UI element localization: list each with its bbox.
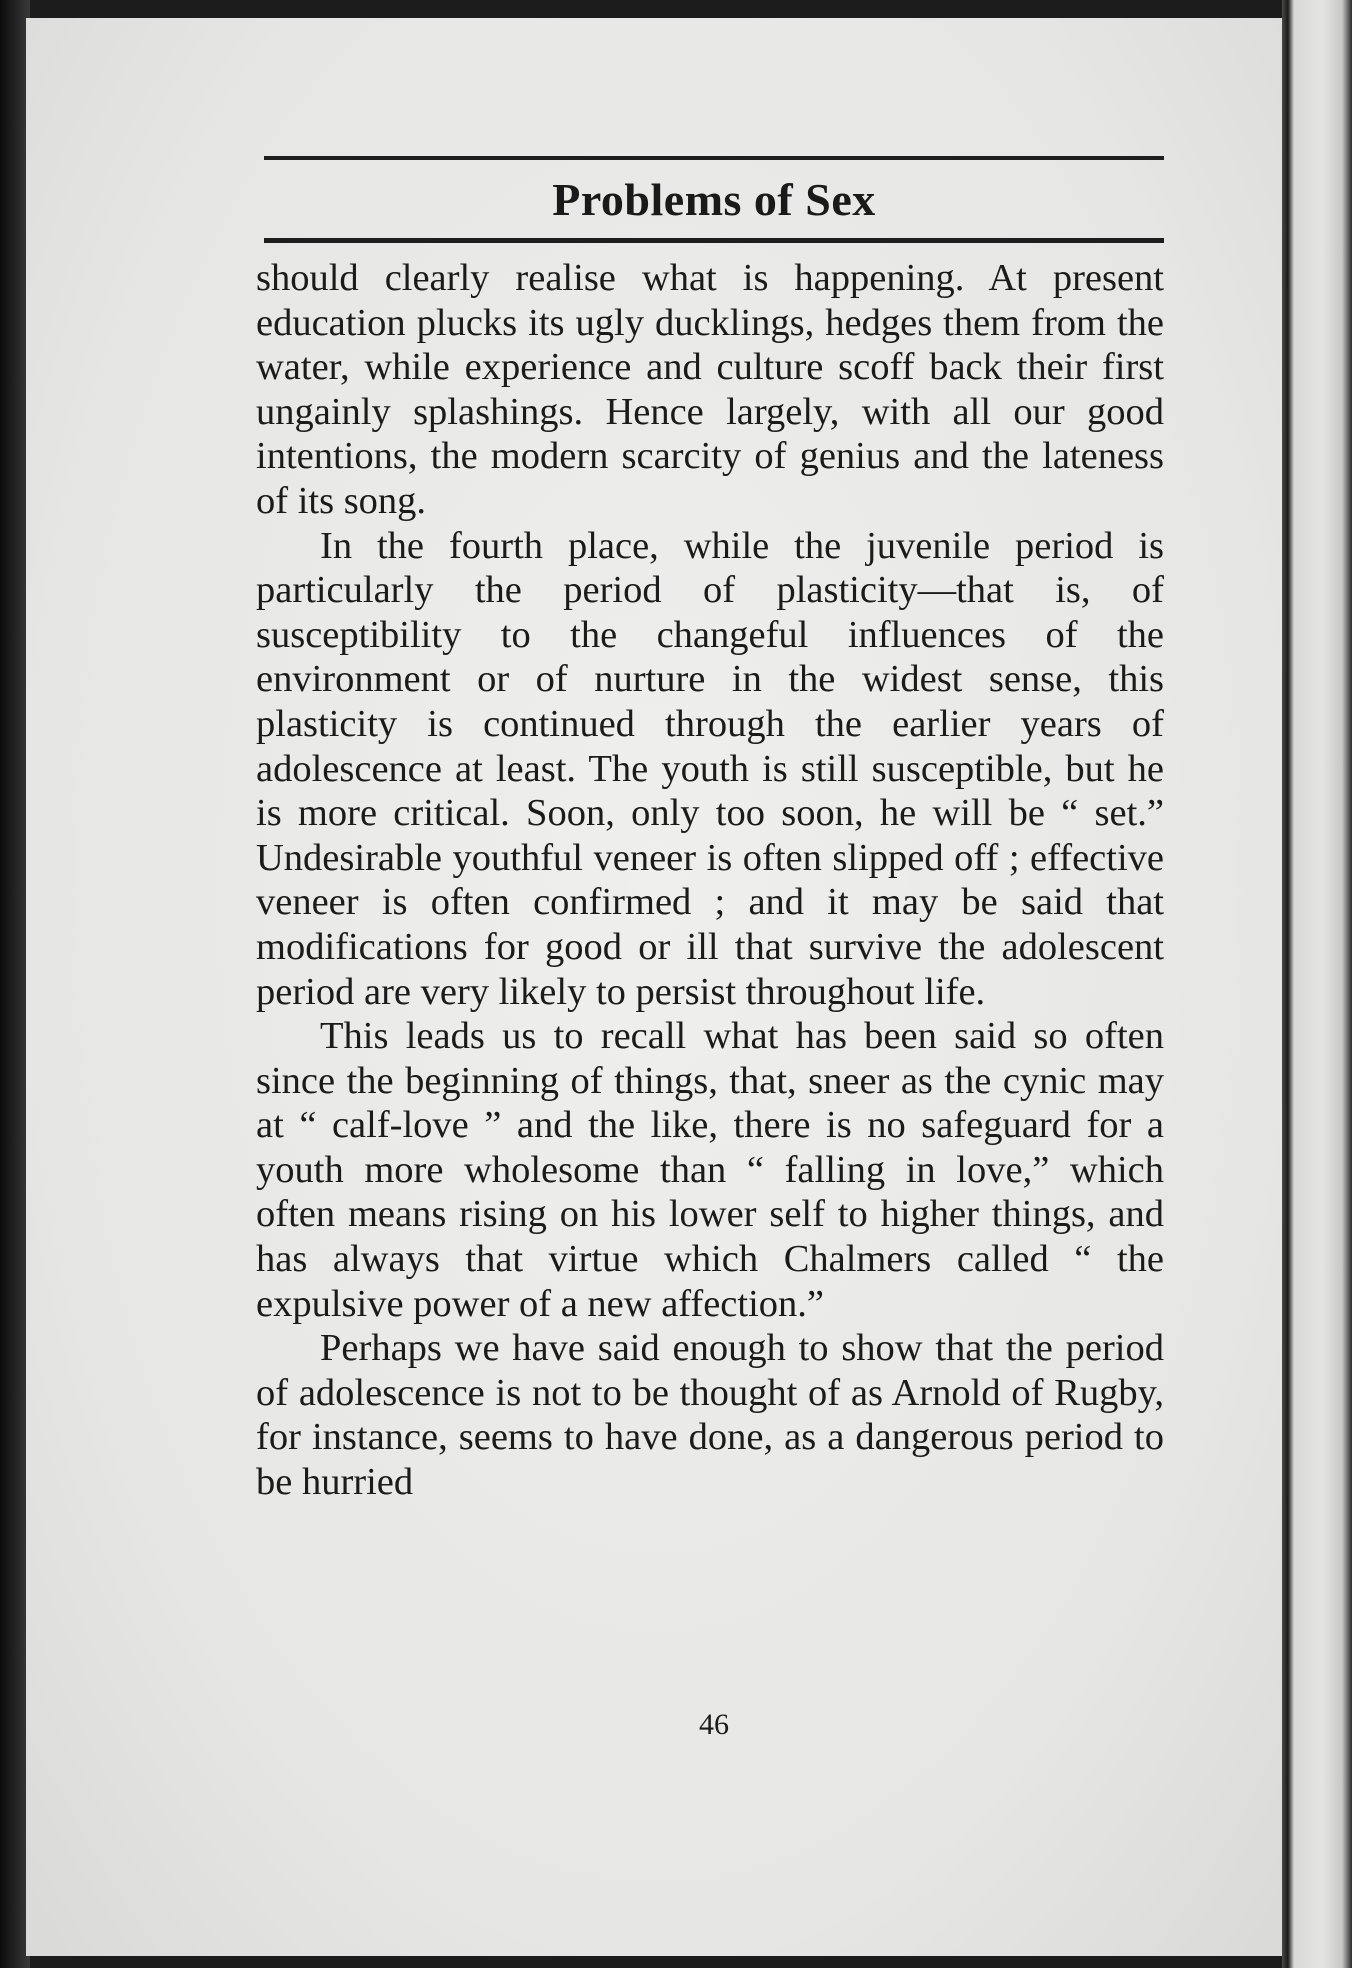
paragraph-4: Perhaps we have said enough to show that the period of adolescence is not to be thought of as Arnold of Rugby, for instance, seems to have done, as a dangerous period to be hurried bbox=[256, 1327, 1164, 1504]
page-number: 46 bbox=[699, 1708, 729, 1741]
paragraph-3: This leads us to recall what has been said so often since the beginning of things, that, sneer as the cynic may at “ calf-love ” and the like, there is no safeguard for a youth more wholesome than “ falling in love,” which often means rising on his lower self to higher things, and has always that virtue which Chalmers called “ the expulsive power of a new affection.” bbox=[256, 1015, 1164, 1325]
header-rule-bottom bbox=[264, 238, 1164, 243]
body-text bbox=[256, 256, 1164, 1505]
book-gutter bbox=[1282, 0, 1352, 1968]
paragraph-2: In the fourth place, while the juvenile period is particularly the period of plasticity—that is, of susceptibility to the changeful influences of the environment or of nurture in the widest sense, this plasticity is continued through the earlier years of adolescence at least. The youth is still susceptible, but he is more critical. Soon, only too soon, he will be “ set.” Undesirable youthful veneer is often slipped off ; effective veneer is often confirmed ; and it may be said that modifications for good or ill that survive the adolescent period are very likely to persist throughout life. bbox=[256, 524, 1164, 1013]
running-head: Problems of Sex bbox=[552, 174, 876, 225]
header-rule-top bbox=[264, 156, 1164, 160]
paragraph-1: should clearly realise what is happening. At present education plucks its ugly ducklings, hedges them from the water, while experience and culture scoff back their first ungainly splashings. Hence largely, with all our good intentions, the modern scarcity of genius and the lateness of its song. bbox=[256, 257, 1164, 522]
